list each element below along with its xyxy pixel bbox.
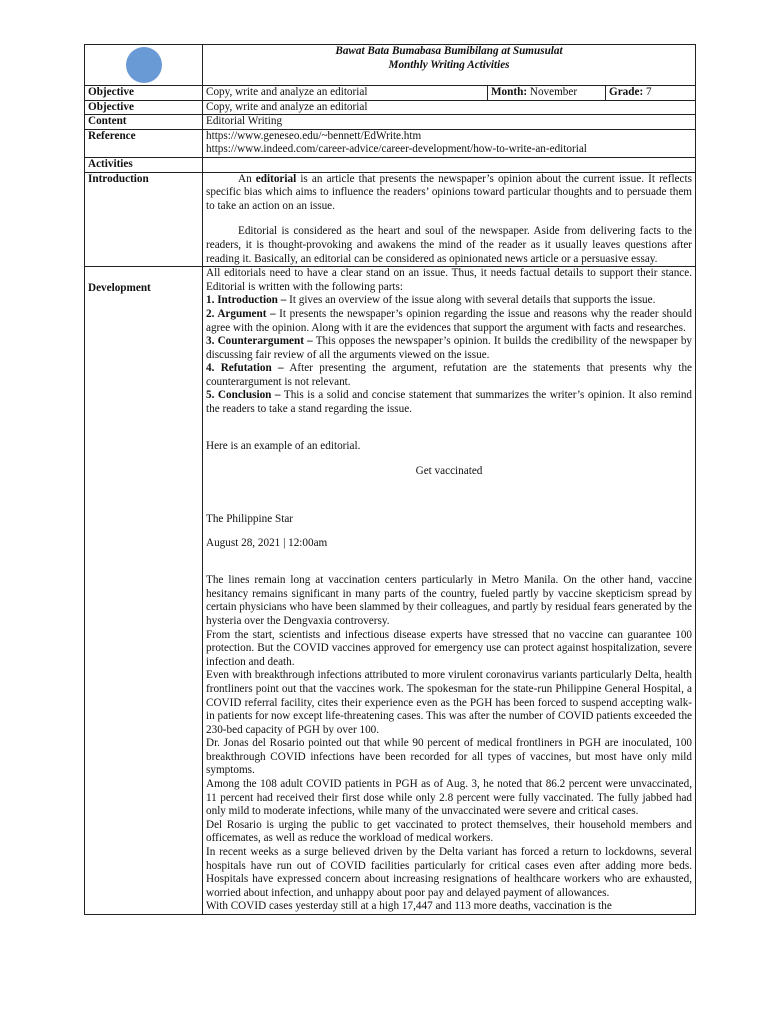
program-title: Bawat Bata Bumabasa Bumibilang at Sumusulat (335, 45, 563, 57)
reference-label: Reference (85, 129, 203, 157)
example-source: The Philippine Star (206, 512, 294, 525)
development-row (85, 267, 696, 915)
development-intro: All editorials need to have a clear stand on an issue. Thus, it needs factual details to support their stance. Editorial is written with the following parts: (206, 267, 693, 293)
month-value: November (527, 86, 578, 98)
content-row (85, 115, 696, 130)
activities-label: Activities (85, 157, 203, 172)
development-label: Development (85, 267, 203, 915)
introduction-label: Introduction (85, 172, 203, 267)
grade-value: 7 (643, 86, 652, 98)
grade-cell (606, 86, 696, 101)
editorial-paragraph: From the start, scientists and infectious disease experts have stressed that no vaccine can guarantee 100 protection. But the COVID vaccines approved for emergency use can protect against hospitalization, severe infection and death. (206, 628, 693, 668)
reference-link-1[interactable]: https://www.geneseo.edu/~bennett/EdWrite.htm (206, 129, 422, 142)
example-intro: Here is an example of an editorial. (206, 439, 361, 452)
editorial-paragraph: Del Rosario is urging the public to get vaccinated to protect themselves, their household members and officemates, as well as reduce the workload of medical workers. (206, 818, 693, 845)
objective2-row (85, 100, 696, 115)
editorial-paragraph: Even with breakthrough infections attributed to more virulent coronavirus variants particularly Delta, health frontliners point out that the vaccines work. The spokesman for the state-run Philippine General Hospital, a COVID referral facility, cites their experience even as the PGH has been forced to suspend accepting walk-in patients for now except life-threatening cases. This was after the number of COVID patients exceeded the 230-bed capacity of PGH by over 100. (206, 669, 693, 736)
part-introduction: 1. Introduction – It gives an overview of the issue along with several details that supports the issue. (206, 294, 656, 307)
header-title (203, 45, 696, 86)
objective-row (85, 86, 696, 101)
header-row (85, 45, 696, 86)
editorial-paragraph: Among the 108 adult COVID patients in PGH as of Aug. 3, he noted that 86.2 percent were unvaccinated, 11 percent had received their first dose while only 2.8 percent were fully vaccinated. The fully jabbed had only mild to moderate infections, while many of the unvaccinated were severe and critical cases. (206, 778, 693, 818)
content-label: Content (85, 115, 203, 130)
example-date: August 28, 2021 | 12:00am (206, 537, 328, 550)
school-logo-icon (126, 47, 162, 83)
introduction-row (85, 172, 696, 267)
part-counterargument: 3. Counterargument – This opposes the newspaper’s opinion. It builds the credibility of the newspaper by discussing fair review of all the arguments viewed on the issue. (206, 335, 693, 361)
editorial-paragraph: The lines remain long at vaccination centers particularly in Metro Manila. On the other hand, vaccine hesitancy remains significant in many parts of the country, fueled partly by vaccine skepticism spread by certain physicians who have been slammed by their colleagues, and partly by residual fears generated by the hysteria over the Dengvaxia controversy. (206, 574, 693, 627)
reference-value (203, 129, 696, 157)
month-cell (488, 86, 606, 101)
activity-title: Monthly Writing Activities (388, 58, 510, 71)
intro-paragraph-2: Editorial is considered as the heart and soul of the newspaper. Aside from delivering facts to the readers, it is thought-provoking and awakens the mind of the reader as it usually leaves questions after reading it. Basically, an editorial can be considered as opinionated news article or a persuasive essay. (206, 225, 693, 265)
document-page (84, 44, 695, 915)
reference-link-2[interactable]: https://www.indeed.com/career-advice/career-development/how-to-write-an-editorial (206, 143, 587, 156)
activities-value (203, 157, 696, 172)
part-refutation: 4. Refutation – After presenting the argument, refutation are the statements that presents why the counterargument is not relevant. (206, 362, 693, 388)
activities-row (85, 157, 696, 172)
reference-row (85, 129, 696, 157)
part-argument: 2. Argument – It presents the newspaper’s opinion regarding the issue and reasons why the reader should agree with the opinion. Along with it are the evidences that support the argument with facts and researches. (206, 307, 693, 334)
objective-value: Copy, write and analyze an editorial (203, 86, 488, 101)
grade-label: Grade: (609, 86, 644, 98)
editorial-term: editorial (255, 172, 297, 185)
content-value: Editorial Writing (203, 115, 696, 130)
introduction-content (203, 172, 696, 267)
objective2-label: Objective (85, 100, 203, 115)
month-label: Month: (491, 86, 528, 98)
logo-cell (85, 45, 203, 86)
part-conclusion: 5. Conclusion – This is a solid and concise statement that summarizes the writer’s opinion. It also remind the readers to take a stand regarding the issue. (206, 389, 693, 416)
editorial-paragraph: In recent weeks as a surge believed driven by the Delta variant has forced a return to lockdowns, several hospitals have run out of COVID facilities particularly for critical cases even after adding more beds. Hospitals have expressed concern about increasing resignations of healthcare workers who are exhausted, worried about infection, and unhappy about poor pay and delayed payment of allowances. (206, 846, 693, 899)
development-content (203, 267, 696, 915)
editorial-paragraph: With COVID cases yesterday still at a high 17,447 and 113 more deaths, vaccination is the (206, 900, 612, 913)
objective2-value: Copy, write and analyze an editorial (203, 100, 696, 115)
intro-paragraph-1: An editorial is an article that presents the newspaper’s opinion about the current issue. It reflects specific bias which aims to influence the readers’ opinions toward particular thoughts and to persuade them to take an action on an issue. (206, 172, 693, 212)
editorial-paragraph: Dr. Jonas del Rosario pointed out that while 90 percent of medical frontliners in PGH are inoculated, 100 breakthrough COVID infections have been recorded for all types of vaccines, but most have only mild symptoms. (206, 737, 693, 777)
activity-table (84, 44, 696, 915)
objective-label: Objective (85, 86, 203, 101)
example-title: Get vaccinated (415, 464, 483, 477)
